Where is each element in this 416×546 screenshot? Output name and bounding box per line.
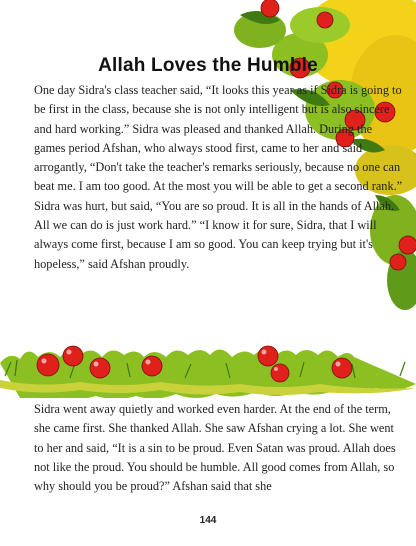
story-paragraph-2: Sidra went away quietly and worked even harder. At the end of the term, she came first. She thanked Allah. She saw Afshan crying a lot. She went to her and said, “It is a sin to be proud. Even Satan was proud. Allah does not like the proud. You should be humble. All good comes from Allah, so why should you be proud?” Afshan said that she [34,402,396,494]
page-number: 144 [199,515,217,526]
grass-apple-border [0,328,416,398]
story-title: Allah Loves the Humble [98,54,318,76]
story-paragraph-1: One day Sidra's class teacher said, “It looks this year as if Sidra is going to be first in the class, because she is not only intelligent but is also sincere and hard working.” Sidra was pleased and thanked Allah. During the games period Afshan, who always stood first, came to her and said arrogantly, “Don't take the teacher's remarks seriously, because no one can beat me. I am too good. At the most you will be able to get a second rank.” Sidra was hurt, but said, “You are so proud. It is all in the hands of Allah. All we can do is just work hard.” “I know it for sure, Sidra, that I will always come first, because I am so good. You can keep trying but it's hopeless,” said Afshan proudly. [34,83,403,271]
